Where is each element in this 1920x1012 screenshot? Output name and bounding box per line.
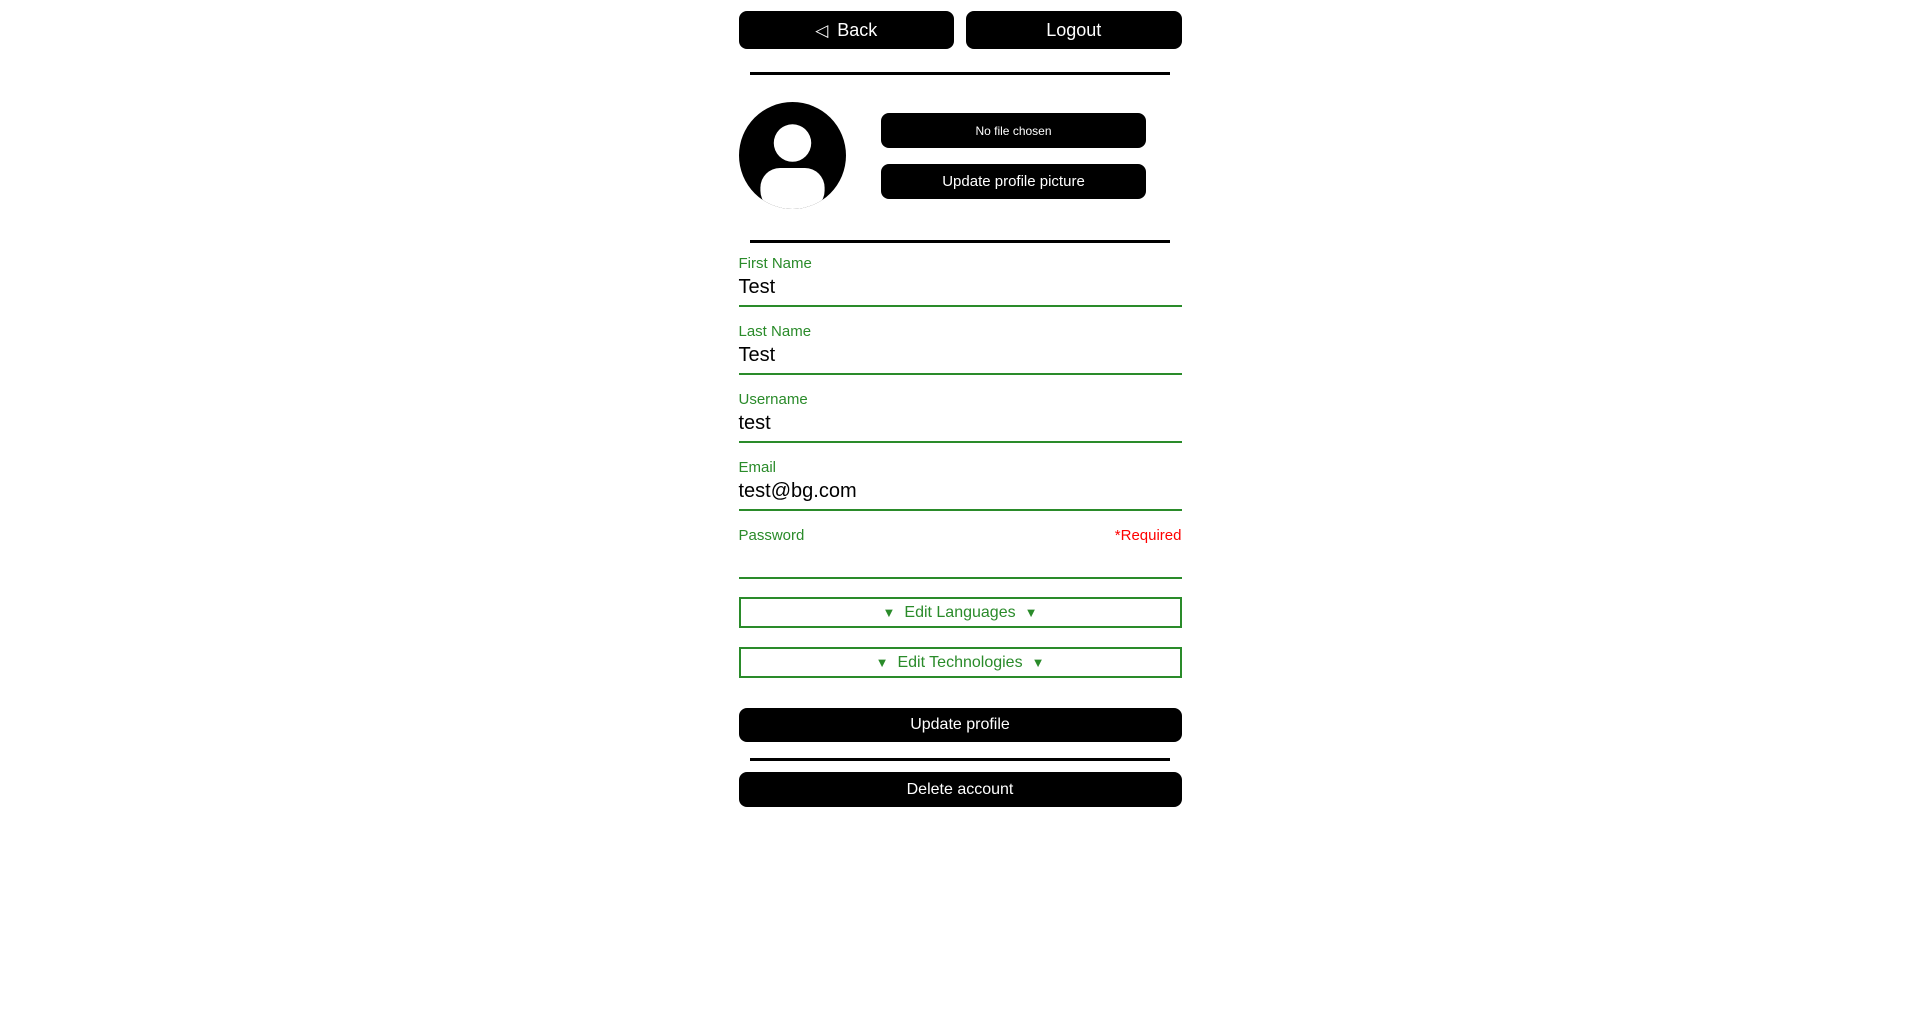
picture-buttons-column <box>846 113 1182 209</box>
divider <box>750 758 1170 761</box>
first-name-field <box>739 255 1182 307</box>
avatar-person-icon <box>739 102 846 209</box>
field-label-row <box>739 459 1182 477</box>
logout-button-label: Logout <box>1046 19 1102 40</box>
email-input[interactable]: test@bg.com <box>738 480 857 502</box>
password-required-note: *Required <box>1114 527 1182 544</box>
last-name-input[interactable]: Test <box>738 344 776 366</box>
update-picture-button[interactable] <box>881 164 1146 199</box>
edit-languages-button[interactable] <box>739 597 1182 628</box>
divider <box>750 240 1170 243</box>
last-name-label: Last Name <box>738 323 812 340</box>
file-input[interactable] <box>881 113 1146 148</box>
password-field <box>739 527 1182 579</box>
chevron-down-icon: ▼ <box>1024 605 1038 620</box>
first-name-label: First Name <box>738 255 812 272</box>
edit-technologies-label: Edit Technologies <box>897 653 1023 671</box>
field-label-row <box>739 391 1182 409</box>
password-input[interactable] <box>739 546 1182 572</box>
update-profile-button[interactable] <box>739 708 1182 742</box>
first-name-input[interactable]: Test <box>738 276 776 298</box>
last-name-field <box>739 323 1182 375</box>
back-button[interactable] <box>739 11 955 49</box>
password-label: Password <box>738 527 805 544</box>
username-input[interactable]: test <box>738 412 771 434</box>
edit-technologies-button[interactable] <box>739 647 1182 678</box>
back-button-label: Back <box>837 19 878 40</box>
update-picture-label: Update profile picture <box>942 173 1085 190</box>
divider <box>750 72 1170 75</box>
update-profile-label: Update profile <box>910 716 1010 733</box>
edit-languages-label: Edit Languages <box>904 603 1016 621</box>
chevron-down-icon: ▼ <box>1031 655 1045 670</box>
field-label-row <box>739 527 1182 545</box>
email-field <box>739 459 1182 511</box>
profile-page <box>739 0 1182 807</box>
field-label-row <box>739 255 1182 273</box>
back-icon: ◁ <box>815 20 829 40</box>
delete-account-label: Delete account <box>906 780 1014 798</box>
file-input-status: No file chosen <box>975 123 1052 138</box>
chevron-down-icon: ▼ <box>875 655 889 670</box>
logout-button[interactable] <box>966 11 1182 49</box>
field-label-row <box>739 323 1182 341</box>
chevron-down-icon: ▼ <box>882 605 896 620</box>
username-label: Username <box>738 391 808 408</box>
profile-picture-section <box>739 102 1182 209</box>
top-button-row <box>739 11 1182 49</box>
username-field <box>739 391 1182 443</box>
delete-account-button[interactable] <box>739 772 1182 807</box>
email-label: Email <box>738 459 777 476</box>
